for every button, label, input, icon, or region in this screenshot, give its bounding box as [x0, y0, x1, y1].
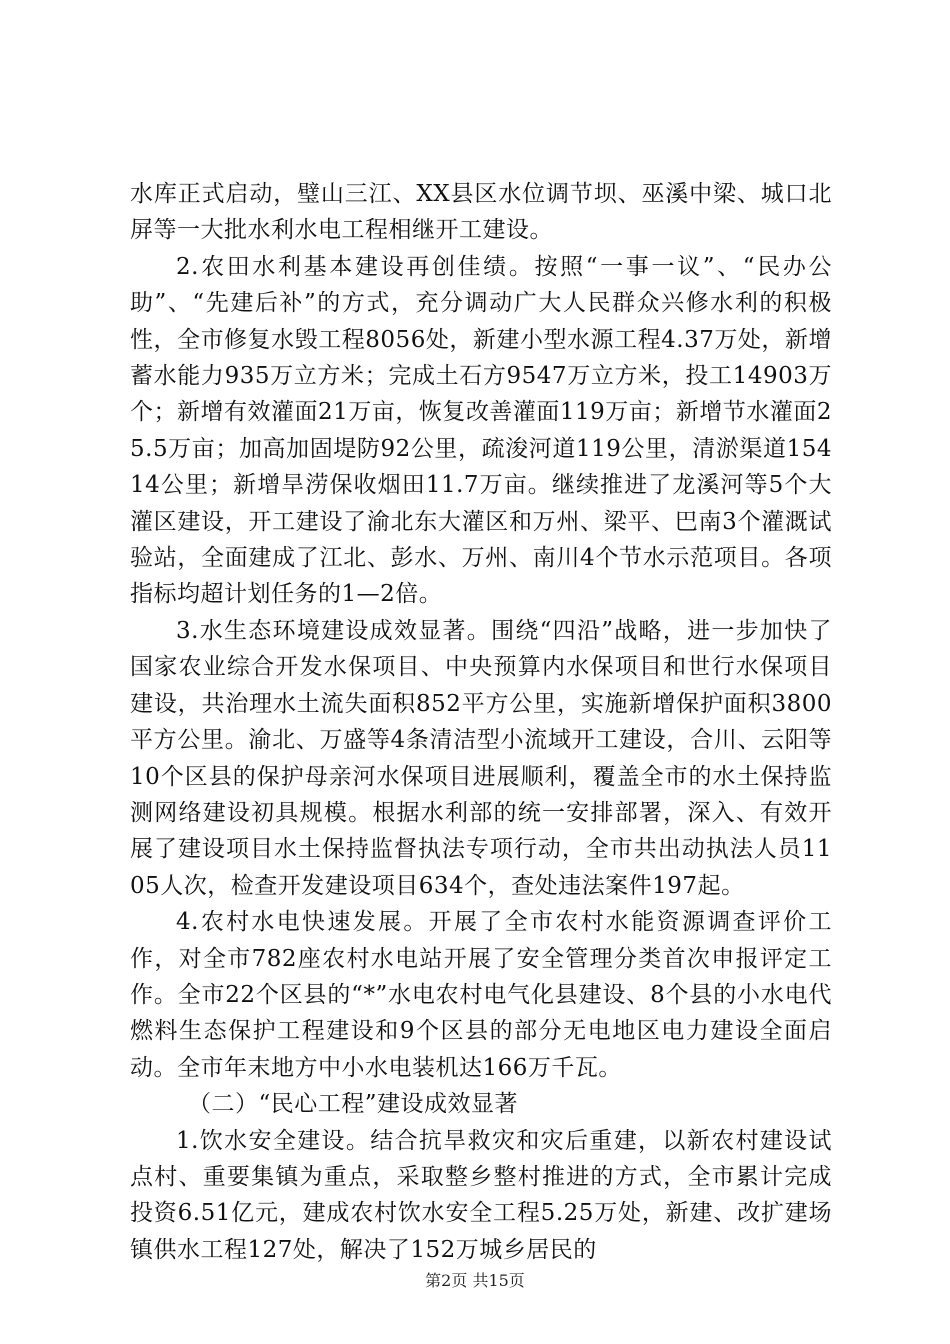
- paragraph-water-ecology: 3.水生态环境建设成效显著。围绕“四沿”战略，进一步加快了国家农业综合开发水保项目、中央预算内水保项目和世行水保项目建设，共治理水土流失面积852平方公里，实施新增保护面积3800平方公里。渝北、万盛等4条清洁型小流域开工建设，合川、云阳等10个区县的保护母亲河水保项目进展顺利，覆盖全市的水土保持监测网络建设初具规模。根据水利部的统一安排部署，深入、有效开展了建设项目水土保持监督执法专项行动，全市共出动执法人员1105人次，检查开发建设项目634个，查处违法案件197起。: [130, 617, 832, 899]
- page-footer: 第2页 共15页: [425, 1271, 525, 1290]
- paragraph-farmland-irrigation: 2.农田水利基本建设再创佳绩。按照“一事一议”、“民办公助”、“先建后补”的方式，充分调动广大人民群众兴修水利的积极性，全市修复水毁工程8056处，新建小型水源工程4.37万处，新增蓄水能力935万立方米；完成土石方9547万立方米，投工14903万个；新增有效灌面21万亩，恢复改善灌面119万亩；新增节水灌面25.5万亩；加高加固堤防92公里，疏浚河道119公里，清淤渠道15414公里；新增旱涝保收烟田11.7万亩。继续推进了龙溪河等5个大灌区建设，开工建设了渝北东大灌区和万州、梁平、巴南3个灌溉试验站，全面建成了江北、彭水、万州、南川4个节水示范项目。各项指标均超计划任务的1—2倍。: [130, 253, 832, 608]
- document-body: [130, 176, 832, 1268]
- paragraph-rural-hydropower: 4.农村水电快速发展。开展了全市农村水能资源调查评价工作，对全市782座农村水电站开展了安全管理分类首次申报评定工作。全市22个区县的“*”水电农村电气化县建设、8个县的小水电代燃料生态保护工程建设和9个区县的部分无电地区电力建设全面启动。全市年末地方中小水电装机达166万千瓦。: [130, 909, 832, 1081]
- paragraph-continuation: 水库正式启动，璧山三江、XX县区水位调节坝、巫溪中梁、城口北屏等一大批水利水电工程相继开工建设。: [130, 181, 832, 244]
- paragraph-drinking-water: 1.饮水安全建设。结合抗旱救灾和灾后重建，以新农村建设试点村、重要集镇为重点，采取整乡整村推进的方式，全市累计完成投资6.51亿元，建成农村饮水安全工程5.25万处，新建、改扩建场镇供水工程127处，解决了152万城乡居民的: [130, 1127, 832, 1263]
- section-heading: （二）“民心工程”建设成效显著: [188, 1091, 519, 1118]
